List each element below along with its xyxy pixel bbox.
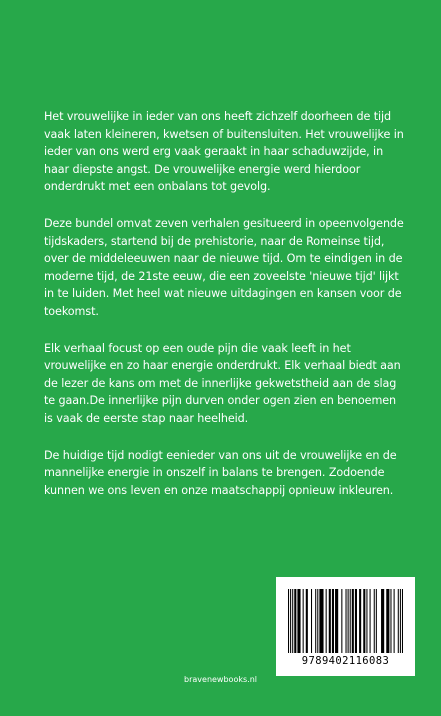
barcode-bars — [288, 589, 403, 653]
barcode-bar — [294, 589, 296, 653]
barcode-bar — [288, 589, 289, 653]
barcode-bar — [311, 589, 312, 653]
barcode-bar — [402, 589, 403, 653]
paragraph-4: De huidige tijd nodigt eenieder van ons uit de vrouwelijke en de mannelijke energie in onszelf in balans te brengen. Zodoende kunnen we ons leven en onze maatschappij opnieuw inkleuren. — [44, 448, 397, 497]
barcode-bar — [350, 589, 351, 653]
barcode-bar — [329, 589, 331, 653]
paragraph-2: Deze bundel omvat zeven verhalen gesitueerd in opeenvolgende tijdskaders, startend bij de prehistorie, naar de Romeinse tijd, over de middeleeuwen naar de nieuwe tijd. Om te eindigen in de moderne tijd, de 21ste eeuw, die een zoveelste 'nieuwe tijd' lijkt in te luiden. Met heel wat nieuwe uitdagingen en kansen voor de toekomst. — [44, 216, 404, 318]
barcode-bar — [370, 589, 371, 653]
barcode-bar — [355, 589, 357, 653]
barcode-bar — [394, 589, 395, 653]
barcode-bar — [319, 589, 323, 653]
barcode-bar — [386, 589, 389, 653]
barcode-bar — [390, 589, 391, 653]
barcode-bar — [332, 589, 334, 653]
barcode-bar — [381, 589, 384, 653]
back-cover-text — [44, 108, 404, 518]
barcode-bar — [317, 589, 318, 653]
barcode-bar — [335, 589, 338, 653]
barcode-bar — [359, 589, 361, 653]
barcode — [276, 577, 415, 676]
barcode-bar — [352, 589, 354, 653]
barcode-bar — [376, 589, 377, 653]
publisher-url: bravenewbooks.nl — [184, 675, 257, 684]
barcode-bar — [348, 589, 349, 653]
barcode-bar — [398, 589, 399, 653]
barcode-bar — [363, 589, 365, 653]
barcode-bar — [346, 589, 347, 653]
barcode-bar — [292, 589, 293, 653]
barcode-bar — [297, 589, 300, 653]
isbn-number: 9789402116083 — [301, 655, 390, 667]
barcode-bar — [306, 589, 308, 653]
barcode-bar — [374, 589, 375, 653]
barcode-bar — [315, 589, 316, 653]
barcode-bar — [326, 589, 327, 653]
barcode-bar — [366, 589, 367, 653]
barcode-bar — [303, 589, 304, 653]
barcode-bar — [290, 589, 291, 653]
paragraph-1: Het vrouwelijke in ieder van ons heeft zichzelf doorheen de tijd vaak laten kleineren, kwetsen of buitensluiten. Het vrouwelijke in ieder van ons werd erg vaak geraakt in haar schaduwzijde, in haar diepste angst. De vrouwelijke energie werd hierdoor onderdrukt met een onbalans tot gevolg. — [44, 110, 404, 194]
barcode-bar — [341, 589, 342, 653]
barcode-bar — [400, 589, 401, 653]
paragraph-3: Elk verhaal focust op een oude pijn die vaak leeft in het vrouwelijke en zo haar energie onderdrukt. Elk verhaal biedt aan de lezer de kans om met de innerlijke gekwetstheid aan de slag te gaan.De innerlijke pijn durven onder ogen zien en benoemen is vaak de eerste stap naar heelheid. — [44, 341, 401, 425]
